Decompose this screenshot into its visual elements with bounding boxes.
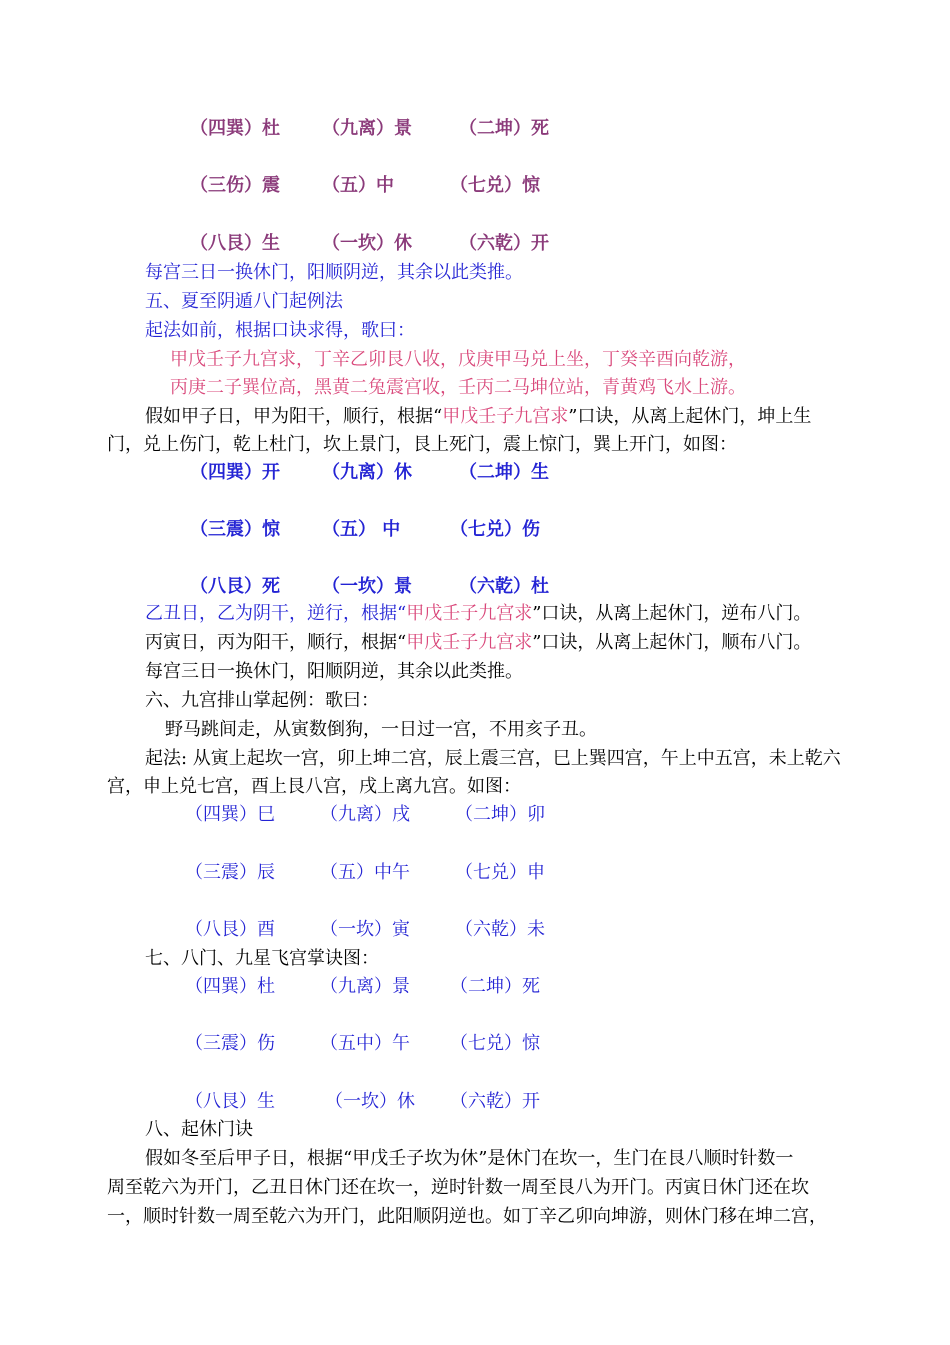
paragraph <box>145 602 811 626</box>
grid4-row3 <box>0 1090 950 1116</box>
paragraph: 周至乾六为开门，乙丑日休门还在坎一，逆时针数一周至艮八为开门。丙寅日休门还在坎 <box>107 1177 809 1198</box>
grid3-cell: （四巽）巳 <box>185 804 275 825</box>
quote-text: 甲戊壬子九宫求 <box>406 632 533 653</box>
grid4-row1 <box>0 975 950 1001</box>
paragraph: 假如冬至后甲子日，根据“甲戊壬子坎为休”是休门在坎一，生门在艮八顺时针数一 <box>145 1148 794 1169</box>
paragraph: 每宫三日一换休门，阳顺阴逆，其余以此类推。 <box>145 661 523 682</box>
grid2-row1 <box>0 461 950 487</box>
grid4-cell: （八艮）生 <box>185 1091 275 1112</box>
grid1-cell: （二坤）死 <box>459 118 549 139</box>
grid1-row3 <box>0 232 950 258</box>
section-heading: 五、夏至阴遁八门起例法 <box>145 291 343 312</box>
grid2-cell: （八艮）死 <box>190 576 280 597</box>
grid1-row1 <box>0 117 950 143</box>
grid3-cell: （五）中午 <box>320 862 410 883</box>
grid2-cell: （九离）休 <box>322 462 412 483</box>
song-line: 甲戊壬子九宫求，丁辛乙卯艮八收，戊庚甲马兑上坐，丁癸辛酉向乾游， <box>170 349 746 370</box>
grid1-cell: （八艮）生 <box>190 233 280 254</box>
text-run: 乙丑日，乙为阴干，逆行，根据“ <box>145 603 407 624</box>
grid3-row2 <box>0 861 950 887</box>
grid3-cell: （二坤）卯 <box>455 804 545 825</box>
grid3-cell: （六乾）未 <box>455 919 545 940</box>
grid3-cell: （一坎）寅 <box>320 919 410 940</box>
quote-text: 甲戊壬子九宫求 <box>442 406 569 427</box>
grid2-cell: （二坤）生 <box>459 462 549 483</box>
grid3-cell: （九离）戌 <box>320 804 410 825</box>
text-run: 假如甲子日，甲为阳干，顺行，根据“ <box>145 406 443 427</box>
grid3-cell: （七兑）申 <box>455 862 545 883</box>
text-run: ”口诀，从离上起休门，顺布八门。 <box>532 632 812 653</box>
grid1-cell: （七兑）惊 <box>450 175 540 196</box>
paragraph: 宫，申上兑七宫，酉上艮八宫，戌上离九宫。如图： <box>107 776 521 797</box>
grid2-cell: （三震）惊 <box>190 519 280 540</box>
song-line: 野马跳间走，从寅数倒狗，一日过一宫，不用亥子丑。 <box>165 719 597 740</box>
section-heading: 六、九宫排山掌起例：歌曰： <box>145 690 379 711</box>
section-heading: 七、八门、九星飞宫掌诀图： <box>145 948 379 969</box>
grid4-cell: （七兑）惊 <box>450 1033 540 1054</box>
grid1-cell: （五）中 <box>322 175 394 196</box>
paragraph: 一，顺时针数一周至乾六为开门，此阳顺阴逆也。如丁辛乙卯向坤游，则休门移在坤二宫， <box>107 1206 827 1227</box>
text-run: 丙寅日，丙为阳干，顺行，根据“ <box>145 632 407 653</box>
grid2-cell: （四巽）开 <box>190 462 280 483</box>
grid3-row1 <box>0 803 950 829</box>
paragraph: 每宫三日一换休门，阳顺阴逆，其余以此类推。 <box>145 262 523 283</box>
paragraph <box>145 405 811 429</box>
grid4-cell: （九离）景 <box>320 976 410 997</box>
grid2-cell: （六乾）杜 <box>459 576 549 597</box>
grid2-row3 <box>0 575 950 601</box>
grid1-cell: （六乾）开 <box>459 233 549 254</box>
grid4-cell: （二坤）死 <box>450 976 540 997</box>
text-run: ”口诀，从离上起休门，坤上生 <box>568 406 812 427</box>
grid1-cell: （九离）景 <box>322 118 412 139</box>
paragraph: 起法: 从寅上起坎一宫，卯上坤二宫，辰上震三宫，巳上巽四宫，午上中五宫，未上乾六 <box>145 748 841 769</box>
grid1-row2 <box>0 174 950 200</box>
grid3-row3 <box>0 918 950 944</box>
quote-text: 甲戊壬子九宫求 <box>406 603 533 624</box>
grid2-cell: （一坎）景 <box>322 576 412 597</box>
grid3-cell: （八艮）酉 <box>185 919 275 940</box>
paragraph: 起法如前，根据口诀求得，歌曰： <box>145 320 415 341</box>
grid4-cell: （四巽）杜 <box>185 976 275 997</box>
grid4-cell: （三震）伤 <box>185 1033 275 1054</box>
grid2-cell: （五） 中 <box>322 519 401 540</box>
grid4-row2 <box>0 1032 950 1058</box>
grid2-row2 <box>0 518 950 544</box>
text-run: ”口诀，从离上起休门，逆布八门。 <box>532 603 812 624</box>
grid2-cell: （七兑）伤 <box>450 519 540 540</box>
grid4-cell: （六乾）开 <box>450 1091 540 1112</box>
grid1-cell: （三伤）震 <box>190 175 280 196</box>
song-line: 丙庚二子巽位高，黑黄二兔震宫收，壬丙二马坤位站，青黄鸡飞水上游。 <box>170 377 746 398</box>
grid1-cell: （一坎）休 <box>322 233 412 254</box>
section-heading: 八、起休门诀 <box>145 1119 253 1140</box>
grid1-cell: （四巽）杜 <box>190 118 280 139</box>
paragraph <box>145 631 811 655</box>
grid4-cell: （五中）午 <box>320 1033 410 1054</box>
grid4-cell: （一坎）休 <box>325 1091 415 1112</box>
grid3-cell: （三震）辰 <box>185 862 275 883</box>
paragraph: 门，兑上伤门，乾上杜门，坎上景门，艮上死门，震上惊门，巽上开门，如图： <box>107 434 737 455</box>
